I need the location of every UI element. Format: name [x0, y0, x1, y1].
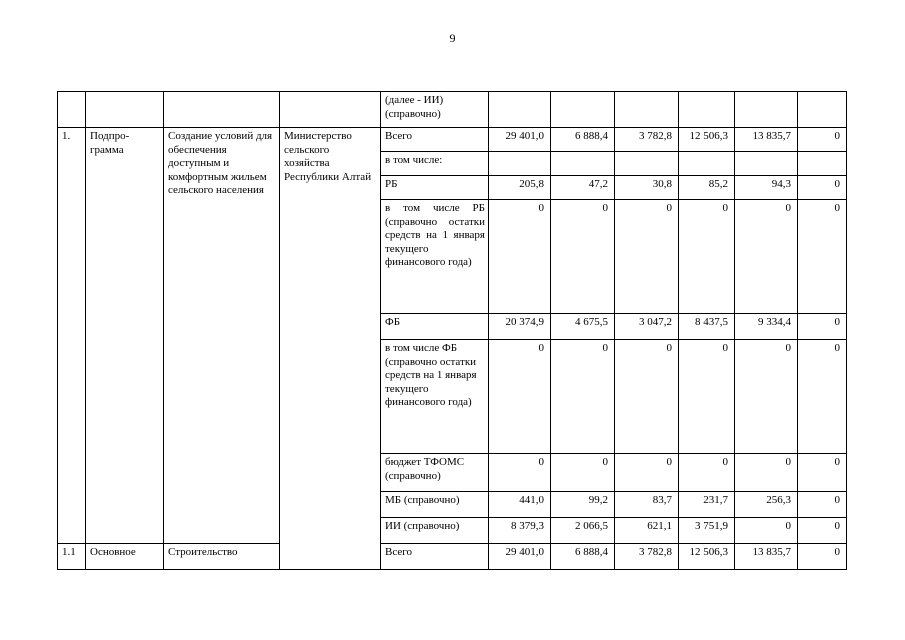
- value-cell: 231,7: [679, 492, 735, 518]
- value-cell: 0: [679, 200, 735, 314]
- value-cell: 9 334,4: [735, 314, 798, 340]
- value-cell: 0: [798, 340, 847, 454]
- value-cell: 47,2: [551, 176, 615, 200]
- value-cell: 0: [679, 340, 735, 454]
- value-cell: 12 506,3: [679, 544, 735, 570]
- funding-source-label: (далее - ИИ) (справочно): [381, 92, 489, 128]
- subprogram-number: 1.: [58, 128, 86, 544]
- value-cell: 29 401,0: [489, 128, 551, 152]
- value-cell: 205,8: [489, 176, 551, 200]
- value-cell: 0: [798, 176, 847, 200]
- funding-source-label: ФБ: [381, 314, 489, 340]
- value-cell: 441,0: [489, 492, 551, 518]
- value-cell: 0: [798, 314, 847, 340]
- value-cell: 0: [615, 454, 679, 492]
- value-cell: 20 374,9: [489, 314, 551, 340]
- funding-source-label: в том числе РБ (справочно остатки средств на 1 января текущего финансового года): [381, 200, 489, 314]
- value-cell: [798, 152, 847, 176]
- funding-source-label: Всего: [381, 128, 489, 152]
- value-cell: 30,8: [615, 176, 679, 200]
- value-cell: 0: [798, 454, 847, 492]
- value-cell: 0: [735, 518, 798, 544]
- value-cell: 0: [735, 340, 798, 454]
- continuation-row: [58, 92, 847, 128]
- value-cell: 0: [798, 492, 847, 518]
- subprogram-executor: Министерство сельского хозяйства Республики Алтай: [280, 128, 381, 570]
- value-cell: 13 835,7: [735, 544, 798, 570]
- value-cell: [489, 152, 551, 176]
- funding-source-label: в том числе:: [381, 152, 489, 176]
- funding-source-label: бюджет ТФОМС (справочно): [381, 454, 489, 492]
- value-cell: 6 888,4: [551, 128, 615, 152]
- value-cell: 6 888,4: [551, 544, 615, 570]
- event-name: Строительство: [164, 544, 280, 570]
- value-cell: 0: [615, 200, 679, 314]
- funding-table: [57, 91, 847, 570]
- value-cell: 29 401,0: [489, 544, 551, 570]
- value-cell: 621,1: [615, 518, 679, 544]
- value-cell: 3 782,8: [615, 544, 679, 570]
- value-cell: 0: [679, 454, 735, 492]
- value-cell: 0: [798, 518, 847, 544]
- value-cell: 2 066,5: [551, 518, 615, 544]
- value-cell: [735, 152, 798, 176]
- value-cell: 0: [735, 454, 798, 492]
- value-cell: 256,3: [735, 492, 798, 518]
- value-cell: 0: [551, 200, 615, 314]
- value-cell: 12 506,3: [679, 128, 735, 152]
- funding-source-label: ИИ (справочно): [381, 518, 489, 544]
- funding-source-label: МБ (справочно): [381, 492, 489, 518]
- value-cell: 0: [489, 454, 551, 492]
- value-cell: 8 437,5: [679, 314, 735, 340]
- value-cell: 0: [735, 200, 798, 314]
- value-cell: 0: [798, 200, 847, 314]
- event-number: 1.1: [58, 544, 86, 570]
- funding-source-label: РБ: [381, 176, 489, 200]
- value-cell: 3 782,8: [615, 128, 679, 152]
- value-cell: 8 379,3: [489, 518, 551, 544]
- value-cell: 4 675,5: [551, 314, 615, 340]
- value-cell: [551, 152, 615, 176]
- subprogram-type: Подпро-грамма: [86, 128, 164, 544]
- value-cell: 0: [489, 340, 551, 454]
- page-number: 9: [449, 31, 456, 45]
- value-cell: 0: [489, 200, 551, 314]
- value-cell: 0: [798, 128, 847, 152]
- table-row: [58, 128, 847, 152]
- value-cell: 94,3: [735, 176, 798, 200]
- value-cell: 83,7: [615, 492, 679, 518]
- value-cell: 3 751,9: [679, 518, 735, 544]
- funding-source-label: Всего: [381, 544, 489, 570]
- value-cell: 0: [615, 340, 679, 454]
- subprogram-name: Создание условий для обеспечения доступным и комфортным жильем сельского населения: [164, 128, 280, 544]
- value-cell: 99,2: [551, 492, 615, 518]
- value-cell: 85,2: [679, 176, 735, 200]
- funding-source-label: в том числе ФБ (справочно остатки средств на 1 января текущего финансового года): [381, 340, 489, 454]
- table-row: [58, 544, 847, 570]
- event-type: Основное: [86, 544, 164, 570]
- value-cell: [679, 152, 735, 176]
- value-cell: 0: [551, 340, 615, 454]
- value-cell: 0: [798, 544, 847, 570]
- value-cell: 0: [551, 454, 615, 492]
- value-cell: 3 047,2: [615, 314, 679, 340]
- value-cell: [615, 152, 679, 176]
- value-cell: 13 835,7: [735, 128, 798, 152]
